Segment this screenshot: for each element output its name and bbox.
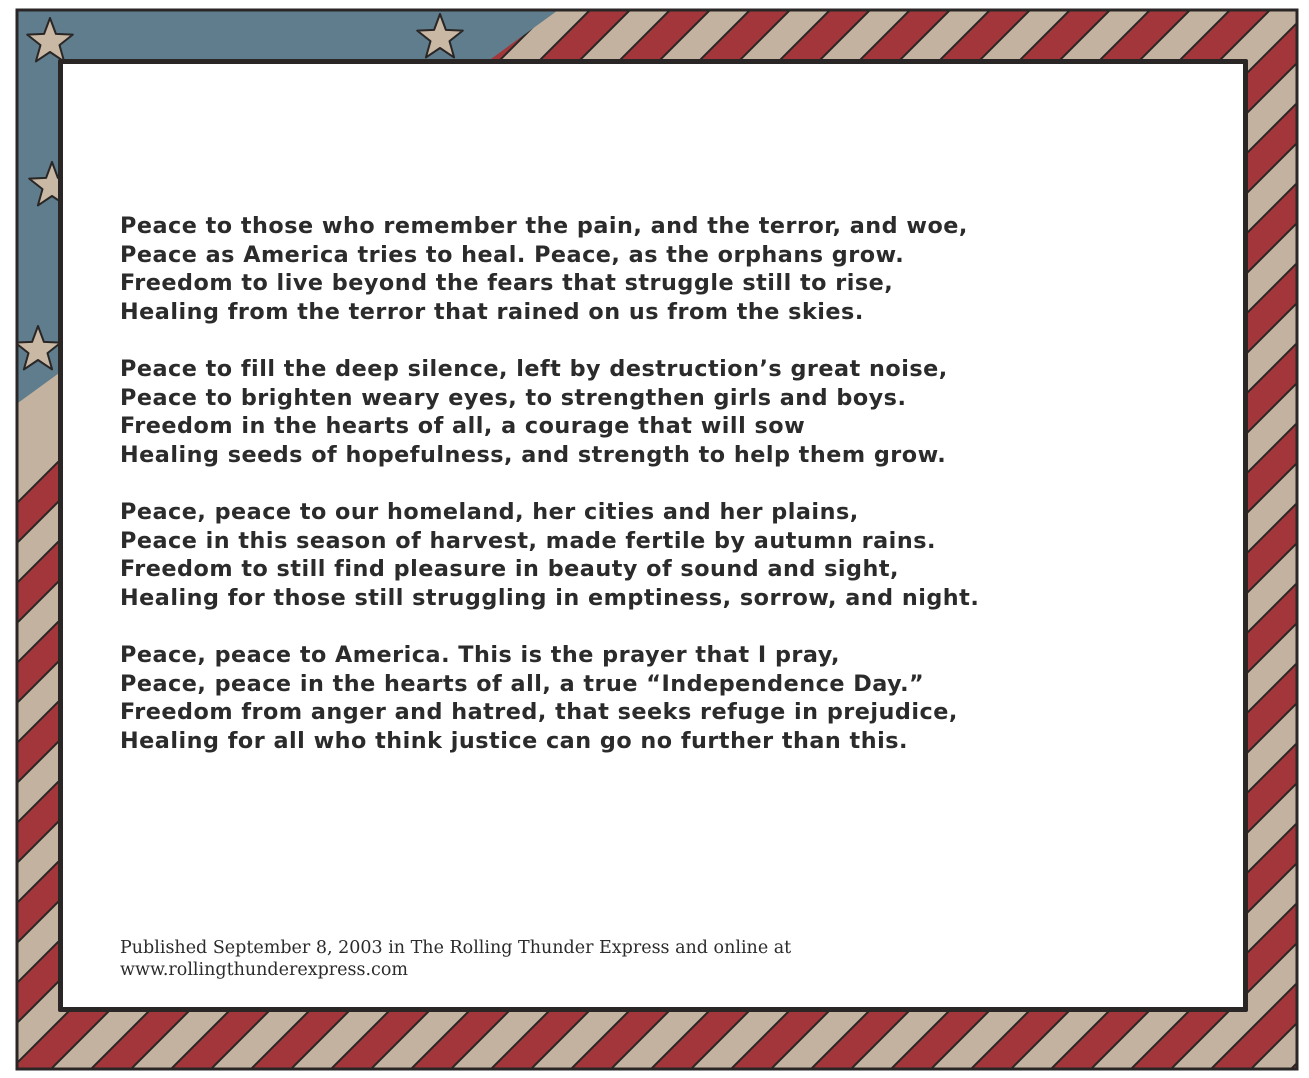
poem-line: Peace to fill the deep silence, left by destruction’s great noise, bbox=[120, 355, 948, 382]
poem-text bbox=[120, 212, 979, 784]
poem-line: Peace as America tries to heal. Peace, as the orphans grow. bbox=[120, 241, 905, 268]
poem-line: Healing for those still struggling in emptiness, sorrow, and night. bbox=[120, 584, 980, 611]
poem-line: Healing from the terror that rained on us from the skies. bbox=[120, 298, 864, 325]
poem-stanza-4 bbox=[120, 641, 979, 755]
poem-panel bbox=[58, 59, 1248, 1012]
poem-line: Freedom in the hearts of all, a courage that will sow bbox=[120, 413, 806, 440]
poem-line: Freedom from anger and hatred, that seeks refuge in prejudice, bbox=[120, 699, 958, 726]
poem-line: Peace, peace in the hearts of all, a true “Independence Day.” bbox=[120, 670, 925, 697]
publication-note bbox=[120, 938, 791, 981]
poem-line: Healing for all who think justice can go no further than this. bbox=[120, 727, 908, 754]
poem-line: Freedom to live beyond the fears that struggle still to rise, bbox=[120, 270, 894, 297]
poem-stanza-1 bbox=[120, 212, 979, 326]
poem-line: Peace to those who remember the pain, and the terror, and woe, bbox=[120, 213, 968, 239]
poem-line: Peace, peace to our homeland, her cities and her plains, bbox=[120, 498, 859, 525]
publication-url: www.rollingthunderexpress.com bbox=[120, 959, 408, 980]
poem-line: Peace to brighten weary eyes, to strengthen girls and boys. bbox=[120, 384, 907, 411]
poem-line: Peace, peace to America. This is the prayer that I pray, bbox=[120, 641, 841, 668]
poem-stanza-3 bbox=[120, 498, 979, 612]
poem-stanza-2 bbox=[120, 355, 979, 469]
poem-line: Peace in this season of harvest, made fertile by autumn rains. bbox=[120, 527, 936, 554]
publication-line: Published September 8, 2003 in The Rolling Thunder Express and online at bbox=[120, 938, 792, 958]
poem-line: Healing seeds of hopefulness, and strength to help them grow. bbox=[120, 441, 947, 468]
poem-line: Freedom to still find pleasure in beauty of sound and sight, bbox=[120, 556, 900, 583]
